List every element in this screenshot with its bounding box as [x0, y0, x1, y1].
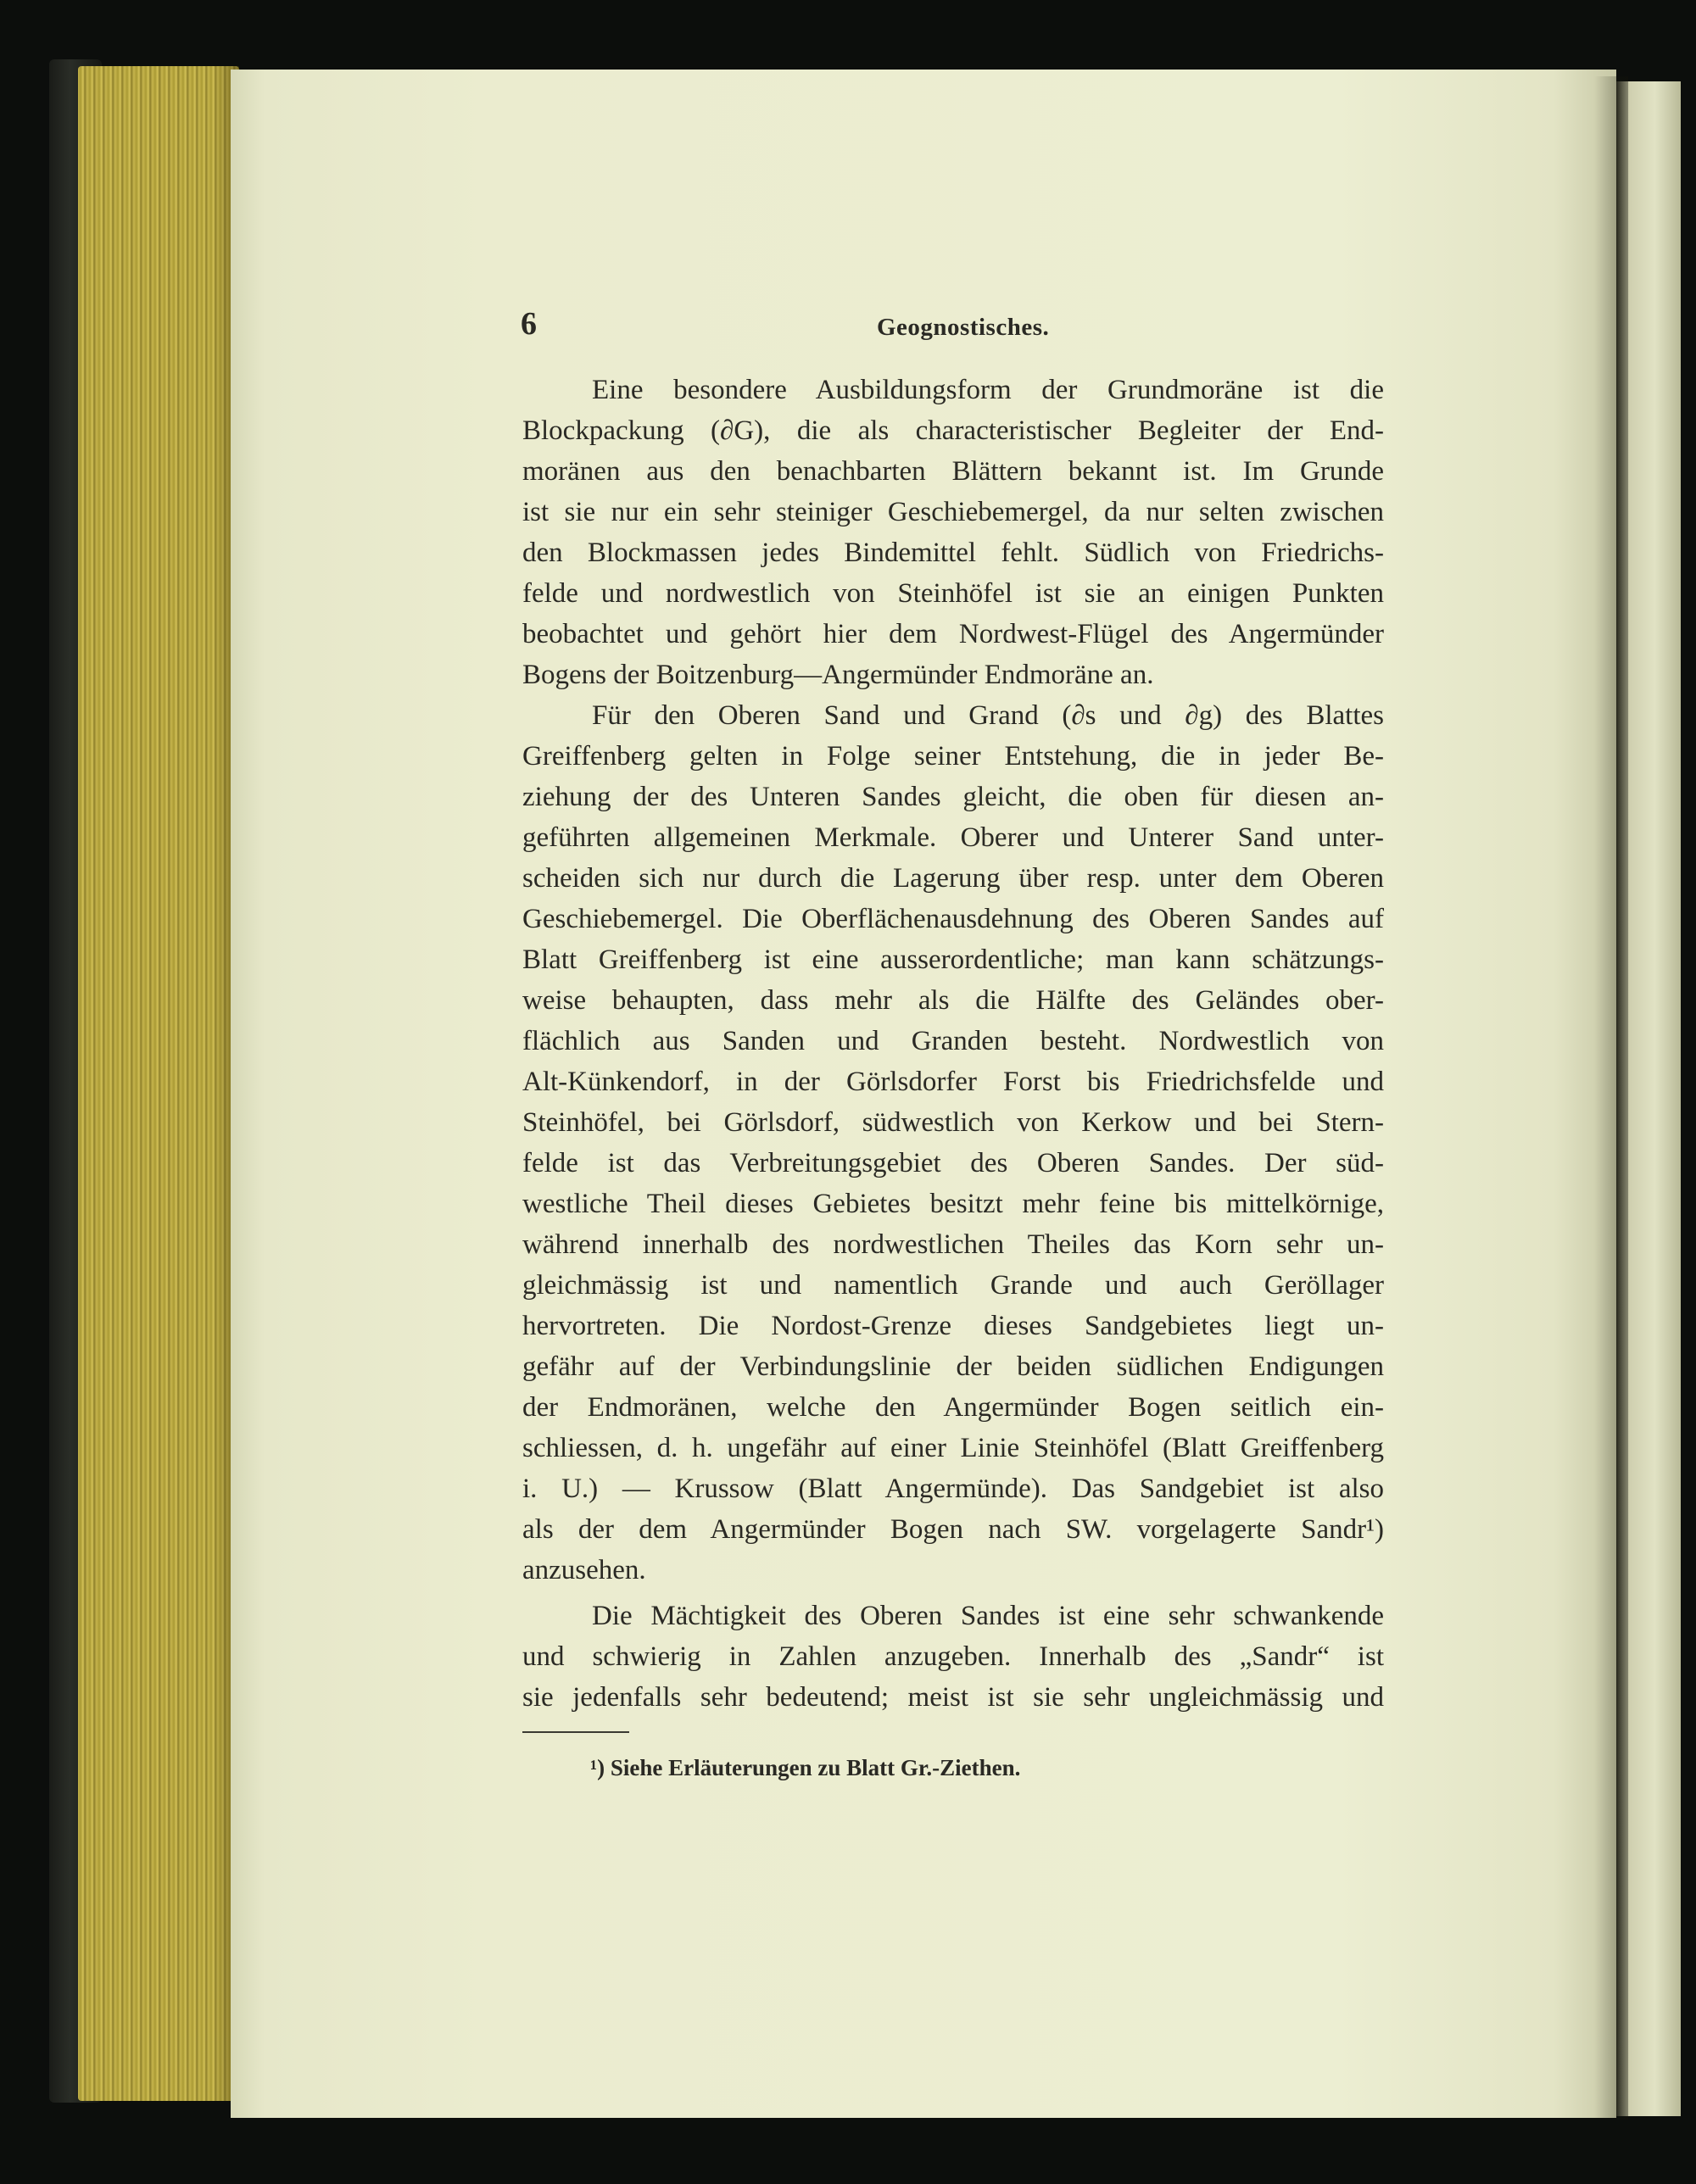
text-line: moränen aus den benachbarten Blättern bekannt ist. Im Grunde [522, 456, 1384, 487]
text-line: den Blockmassen jedes Bindemittel fehlt. Südlich von Friedrichs- [522, 538, 1384, 568]
text-line: Greiffenberg gelten in Folge seiner Entstehung, die in jeder Be- [522, 741, 1384, 772]
text-line: gefähr auf der Verbindungslinie der beiden südlichen Endigungen [522, 1351, 1384, 1382]
footnote: ¹) Siehe Erläuterungen zu Blatt Gr.-Ziethen. [590, 1755, 1021, 1780]
text-line: felde und nordwestlich von Steinhöfel ist sie an einigen Punkten [522, 578, 1384, 609]
text-line: westliche Theil dieses Gebietes besitzt mehr feine bis mittelkörnige, [522, 1189, 1384, 1219]
page-shadow [1594, 76, 1628, 2120]
text-line: während innerhalb des nordwestlichen Theiles das Korn sehr un- [522, 1229, 1384, 1260]
text-line: ist sie nur ein sehr steiniger Geschiebemergel, da nur selten zwischen [522, 497, 1384, 527]
text-line: Blockpackung (∂G), die als characteristischer Begleiter der End- [522, 415, 1384, 446]
footnote-rule [522, 1731, 629, 1733]
text-line: weise behaupten, dass mehr als die Hälfte des Geländes ober- [522, 985, 1384, 1016]
text-line: Steinhöfel, bei Görlsdorf, südwestlich von Kerkow und bei Stern- [522, 1107, 1384, 1138]
text-line: Bogens der Boitzenburg—Angermünder Endmoräne an. [522, 660, 1154, 690]
text-line: geführten allgemeinen Merkmale. Oberer und Unterer Sand unter- [522, 822, 1384, 853]
text-line: scheiden sich nur durch die Lagerung über resp. unter dem Oberen [522, 863, 1384, 894]
text-line: Blatt Greiffenberg ist eine ausserordentliche; man kann schätzungs- [522, 944, 1384, 975]
page-header [521, 305, 1386, 348]
page-number: 6 [521, 306, 537, 342]
text-line: sie jedenfalls sehr bedeutend; meist ist sie sehr ungleichmässig und [522, 1682, 1384, 1713]
page-edges [78, 66, 239, 2101]
text-line: hervortreten. Die Nordost-Grenze dieses Sandgebietes liegt un- [522, 1311, 1384, 1341]
text-line: Geschiebemergel. Die Oberflächenausdehnung des Oberen Sandes auf [522, 904, 1384, 934]
text-line: Die Mächtigkeit des Oberen Sandes ist eine sehr schwankende [592, 1601, 1384, 1631]
text-line: anzusehen. [522, 1555, 646, 1585]
text-line: beobachtet und gehört hier dem Nordwest-Flügel des Angermünder [522, 619, 1384, 649]
text-line: Eine besondere Ausbildungsform der Grundmoräne ist die [592, 375, 1384, 405]
text-line: schliessen, d. h. ungefähr auf einer Linie Steinhöfel (Blatt Greiffenberg [522, 1433, 1384, 1463]
running-title: Geognostisches. [877, 314, 1050, 341]
text-line: Für den Oberen Sand und Grand (∂s und ∂g) des Blattes [592, 700, 1384, 731]
text-line: flächlich aus Sanden und Granden besteht. Nordwestlich von [522, 1026, 1384, 1056]
text-line: und schwierig in Zahlen anzugeben. Innerhalb des „Sandr“ ist [522, 1641, 1384, 1672]
text-line: i. U.) — Krussow (Blatt Angermünde). Das Sandgebiet ist also [522, 1474, 1384, 1504]
text-line: als der dem Angermünder Bogen nach SW. vorgelagerte Sandr¹) [522, 1514, 1384, 1545]
text-line: gleichmässig ist und namentlich Grande und auch Geröllager [522, 1270, 1384, 1301]
text-line: ziehung der des Unteren Sandes gleicht, die oben für diesen an- [522, 782, 1384, 812]
text-line: felde ist das Verbreitungsgebiet des Oberen Sandes. Der süd- [522, 1148, 1384, 1178]
text-line: Alt-Künkendorf, in der Görlsdorfer Forst bis Friedrichsfelde und [522, 1067, 1384, 1097]
text-line: der Endmoränen, welche den Angermünder Bogen seitlich ein- [522, 1392, 1384, 1423]
